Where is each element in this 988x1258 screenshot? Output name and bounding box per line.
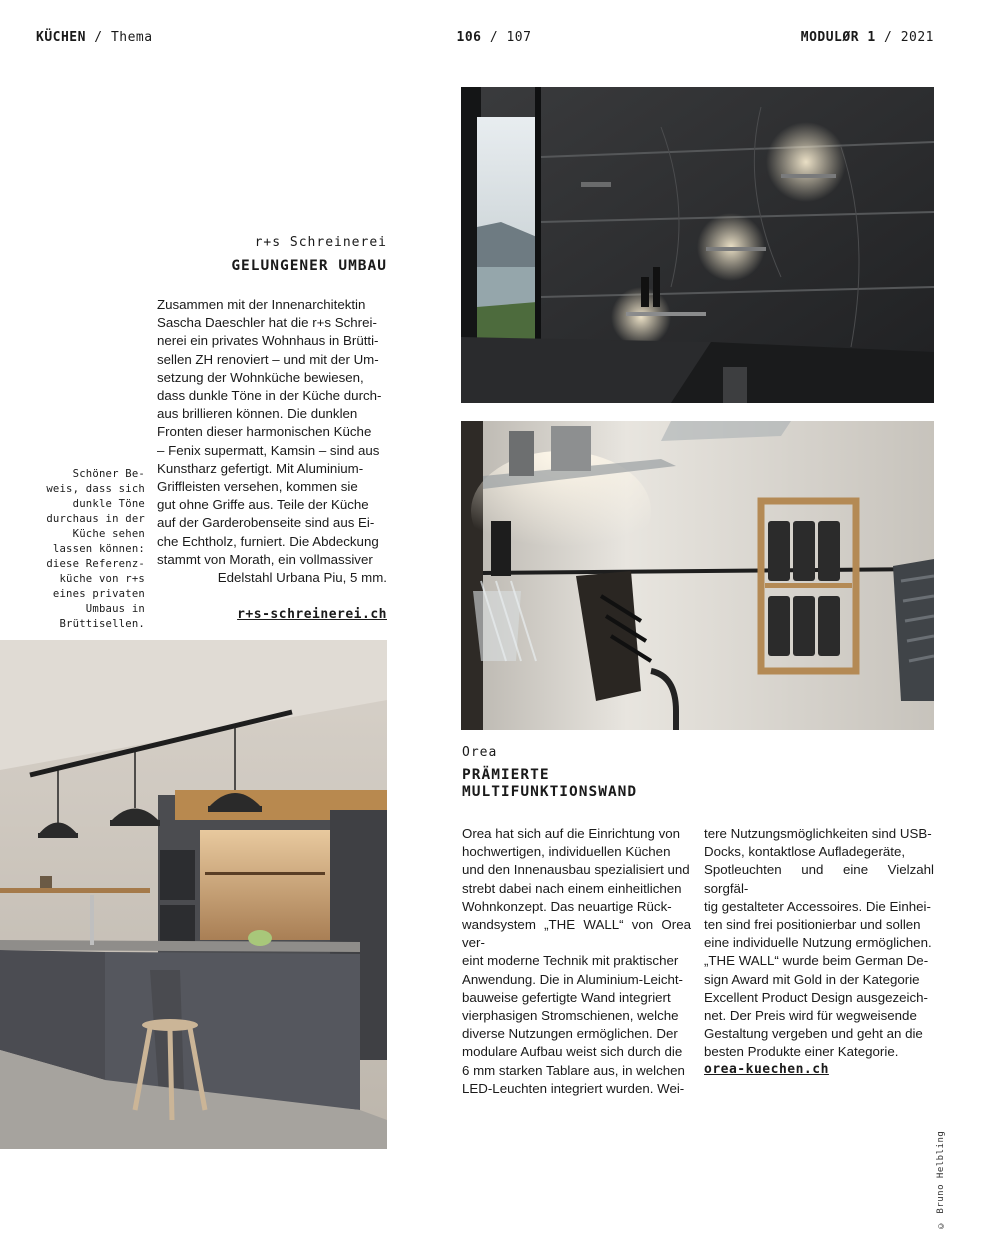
article2-line: eine individuelle Nutzung ermöglichen.	[704, 935, 932, 951]
article2-line: Spotleuchten und eine Vielzahl sorgfäl-	[704, 862, 934, 896]
article2-line: wandsystem „THE WALL“ von Orea ver-	[462, 917, 691, 951]
photo-dark-marble-wall	[461, 87, 934, 403]
photo-credit: © Bruno Helbling	[936, 1130, 946, 1230]
article2-line: strebt dabei nach einem einheitlichen	[462, 880, 682, 896]
caption-line: eines privaten	[52, 588, 145, 600]
article2-line: besten Produkte einer Kategorie.	[704, 1044, 899, 1060]
caption-line: Brüttisellen.	[59, 618, 145, 630]
article2-line: Wohnkonzept. Das neuartige Rück-	[462, 898, 672, 914]
article1-line: Griffleisten versehen, kommen sie	[157, 479, 358, 495]
article2-brand: Orea	[462, 745, 498, 760]
article2-column-2	[704, 825, 934, 1062]
article2-line: LED-Leuchten integriert wurden. Wei-	[462, 1080, 685, 1096]
article2-line: tere Nutzungsmöglichkeiten sind USB-	[704, 826, 932, 841]
article2-line: 6 mm starken Tablare aus, in welchen	[462, 1062, 685, 1078]
article2-title-line: PRÄMIERTE	[462, 767, 550, 783]
article2-line: bauweise gefertigte Wand integriert	[462, 989, 671, 1005]
article2-line: sign Award mit Gold in der Kategorie	[704, 971, 920, 987]
section-name: KÜCHEN	[36, 30, 86, 45]
article1-line: che Echtholz, furniert. Die Abdeckung	[157, 533, 379, 549]
article1-brand: r+s Schreinerei	[254, 235, 387, 250]
article1-line: Kunstharz gefertigt. Mit Aluminium-	[157, 460, 364, 476]
caption-line: durchaus in der	[46, 513, 145, 525]
article1-line: setzung der Wohnküche bewiesen,	[157, 369, 364, 385]
article1-line: nerei ein privates Wohnhaus in Brütti-	[157, 333, 379, 349]
photo-caption	[30, 467, 145, 632]
article1-line: sellen ZH renoviert – und mit der Um-	[157, 351, 379, 367]
article2-website-link[interactable]: orea-kuechen.ch	[704, 1062, 829, 1077]
article2-line: Anwendung. Die in Aluminium-Leicht-	[462, 971, 683, 987]
article2-line: Gestaltung vergeben und geht an die	[704, 1026, 923, 1042]
article1-title: GELUNGENER UMBAU	[231, 258, 387, 274]
article1-line: gut ohne Griffe aus. Teile der Küche	[157, 497, 369, 513]
article1-line: Sascha Daeschler hat die r+s Schrei-	[157, 315, 377, 331]
article1-website-link[interactable]: r+s-schreinerei.ch	[237, 607, 387, 622]
magazine-year: 2021	[900, 30, 934, 45]
page-number-next: 107	[506, 30, 532, 45]
section-topic: Thema	[110, 30, 153, 45]
article2-line: ten sind frei positionierbar und sollen	[704, 917, 921, 933]
caption-line: küche von r+s	[59, 573, 145, 585]
photo-dark-kitchen-island	[0, 640, 387, 1149]
page-number-current: 106	[456, 30, 482, 45]
article1-line: auf der Garderobenseite sind aus Ei-	[157, 515, 375, 531]
magazine-name: MODULØR 1	[800, 30, 876, 45]
caption-line: Schöner Be-	[72, 468, 145, 480]
magazine-separator: /	[884, 30, 893, 45]
running-header-magazine	[801, 30, 934, 45]
article2-line: und den Innenausbau spezialisiert und	[462, 862, 690, 878]
article2-title	[462, 767, 762, 801]
photo-wall-rail-accessories	[461, 421, 934, 730]
page-separator: /	[489, 30, 499, 45]
article2-line: Excellent Product Design ausgezeich-	[704, 989, 928, 1005]
article2-line: Orea hat sich auf die Einrichtung von	[462, 826, 681, 841]
article2-line: „THE WALL“ wurde beim German De-	[704, 953, 929, 969]
article2-line: diverse Nutzungen ermöglichen. Der	[462, 1026, 678, 1042]
caption-line: diese Referenz-	[46, 558, 145, 570]
article2-line: tig gestalteter Accessoires. Die Einhei-	[704, 898, 931, 914]
caption-line: Umbaus in	[85, 603, 145, 615]
article1-line: aus brillieren können. Die dunklen	[157, 406, 358, 422]
article2-line: net. Der Preis wird für wegweisende	[704, 1008, 917, 1024]
article2-title-line: MULTIFUNKTIONSWAND	[462, 784, 638, 800]
article1-line: – Fenix supermatt, Kamsin – sind aus	[157, 442, 380, 458]
article2-line: Docks, kontaktlose Aufladegeräte,	[704, 844, 906, 860]
article2-column-1	[462, 825, 691, 1098]
caption-line: Küche sehen	[72, 528, 145, 540]
caption-line: lassen können:	[52, 543, 145, 555]
article1-line: Zusammen mit der Innenarchitektin	[157, 297, 366, 312]
header-separator: /	[94, 30, 103, 45]
article1-line: Edelstahl Urbana Piu, 5 mm.	[217, 570, 387, 586]
article2-line: hochwertigen, individuellen Küchen	[462, 844, 671, 860]
caption-line: weis, dass sich	[46, 483, 145, 495]
article1-line: dass dunkle Töne in der Küche durch-	[157, 388, 382, 404]
article1-body	[157, 296, 387, 587]
article2-line: vierphasigen Stromschienen, welche	[462, 1008, 679, 1024]
article2-line: eint moderne Technik mit praktischer	[462, 953, 679, 969]
article1-line: Fronten dieser harmonischen Küche	[157, 424, 372, 440]
article2-line: modulare Aufbau weist sich durch die	[462, 1044, 683, 1060]
article1-line: stammt von Morath, ein vollmassiver	[157, 551, 373, 567]
caption-line: dunkle Töne	[72, 498, 145, 510]
